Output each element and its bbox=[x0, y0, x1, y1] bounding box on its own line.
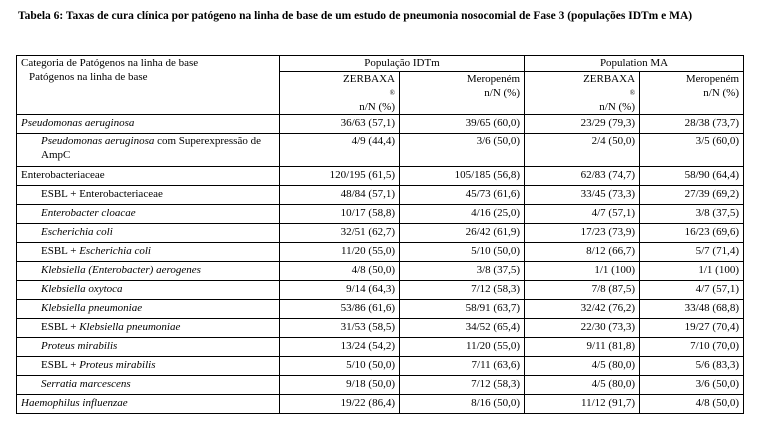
pathogen-name bbox=[17, 115, 280, 134]
table-row bbox=[17, 281, 744, 300]
table-row bbox=[17, 186, 744, 205]
nN-label: n/N (%) bbox=[703, 87, 740, 99]
table-row bbox=[17, 205, 744, 224]
table-row bbox=[17, 395, 744, 414]
ma-zerbaxa-value: 17/23 (73,9) bbox=[525, 224, 640, 243]
idtm-zerbaxa-value: 5/10 (50,0) bbox=[280, 357, 400, 376]
meropenem-label: Meropeném bbox=[685, 73, 740, 85]
table-row bbox=[17, 243, 744, 262]
idtm-zerbaxa-value: 48/84 (57,1) bbox=[280, 186, 400, 205]
pathogen-name bbox=[17, 262, 280, 281]
ma-meropenem-value: 4/7 (57,1) bbox=[640, 281, 744, 300]
idtm-zerbaxa-value: 120/195 (61,5) bbox=[280, 167, 400, 186]
ma-zerbaxa-value: 9/11 (81,8) bbox=[525, 338, 640, 357]
pathogen-name-italic: Escherichia coli bbox=[41, 226, 113, 238]
idtm-meropenem-value: 3/6 (50,0) bbox=[400, 134, 525, 167]
pathogen-name bbox=[17, 300, 280, 319]
pathogen-name-italic: Klebsiella (Enterobacter) aerogenes bbox=[41, 264, 201, 276]
pathogen-name bbox=[17, 134, 280, 167]
table-row bbox=[17, 115, 744, 134]
pathogen-name bbox=[17, 376, 280, 395]
idtm-zerbaxa-value: 9/14 (64,3) bbox=[280, 281, 400, 300]
idtm-meropenem-value: 39/65 (60,0) bbox=[400, 115, 525, 134]
idtm-zerbaxa-value: 10/17 (58,8) bbox=[280, 205, 400, 224]
nN-label: n/N (%) bbox=[484, 87, 521, 99]
pathogen-name bbox=[17, 167, 280, 186]
table-row bbox=[17, 167, 744, 186]
idtm-meropenem-value: 7/12 (58,3) bbox=[400, 281, 525, 300]
pathogen-name bbox=[17, 357, 280, 376]
registered-mark: ® bbox=[629, 89, 636, 97]
table-row bbox=[17, 357, 744, 376]
col-header-idtm-zerbaxa bbox=[280, 72, 400, 115]
ma-meropenem-value: 16/23 (69,6) bbox=[640, 224, 744, 243]
pathogen-name bbox=[17, 205, 280, 224]
pathogen-name-italic: Proteus mirabilis bbox=[79, 359, 156, 371]
idtm-zerbaxa-value: 32/51 (62,7) bbox=[280, 224, 400, 243]
pathogen-name-italic: Klebsiella pneumoniae bbox=[79, 321, 181, 333]
ma-zerbaxa-value: 23/29 (79,3) bbox=[525, 115, 640, 134]
pathogen-name-prefix: ESBL + Enterobacteriaceae bbox=[41, 188, 163, 200]
col-header-ma-zerbaxa bbox=[525, 72, 640, 115]
ma-zerbaxa-value: 1/1 (100) bbox=[525, 262, 640, 281]
idtm-zerbaxa-value: 13/24 (54,2) bbox=[280, 338, 400, 357]
pathogen-name-italic: Haemophilus influenzae bbox=[21, 397, 128, 409]
ma-meropenem-value: 4/8 (50,0) bbox=[640, 395, 744, 414]
pathogen-name-prefix: Enterobacteriaceae bbox=[21, 169, 105, 181]
ma-meropenem-value: 3/5 (60,0) bbox=[640, 134, 744, 167]
ma-meropenem-value: 7/10 (70,0) bbox=[640, 338, 744, 357]
pathogen-name-suffix: com Superexpressão de AmpC bbox=[41, 135, 261, 161]
pathogen-name-prefix: ESBL + bbox=[41, 359, 80, 371]
idtm-meropenem-value: 7/11 (63,6) bbox=[400, 357, 525, 376]
ma-meropenem-value: 27/39 (69,2) bbox=[640, 186, 744, 205]
idtm-meropenem-value: 5/10 (50,0) bbox=[400, 243, 525, 262]
meropenem-label: Meropeném bbox=[466, 73, 521, 85]
idtm-zerbaxa-value: 9/18 (50,0) bbox=[280, 376, 400, 395]
ma-zerbaxa-value: 4/7 (57,1) bbox=[525, 205, 640, 224]
idtm-meropenem-value: 7/12 (58,3) bbox=[400, 376, 525, 395]
pathogen-name bbox=[17, 186, 280, 205]
table-row bbox=[17, 134, 744, 167]
pathogen-name-prefix: ESBL + bbox=[41, 245, 80, 257]
ma-zerbaxa-value: 11/12 (91,7) bbox=[525, 395, 640, 414]
idtm-zerbaxa-value: 19/22 (86,4) bbox=[280, 395, 400, 414]
pathogen-name bbox=[17, 224, 280, 243]
pathogen-name bbox=[17, 281, 280, 300]
ma-meropenem-value: 19/27 (70,4) bbox=[640, 319, 744, 338]
ma-zerbaxa-value: 62/83 (74,7) bbox=[525, 167, 640, 186]
idtm-zerbaxa-value: 31/53 (58,5) bbox=[280, 319, 400, 338]
category-header bbox=[17, 56, 280, 115]
ma-zerbaxa-value: 32/42 (76,2) bbox=[525, 300, 640, 319]
ma-meropenem-value: 33/48 (68,8) bbox=[640, 300, 744, 319]
zerbaxa-label: ZERBAXA bbox=[583, 73, 636, 85]
idtm-zerbaxa-value: 11/20 (55,0) bbox=[280, 243, 400, 262]
nN-label: n/N (%) bbox=[359, 101, 395, 113]
pathogen-name-italic: Escherichia coli bbox=[79, 245, 151, 257]
pathogen-name bbox=[17, 338, 280, 357]
idtm-meropenem-value: 11/20 (55,0) bbox=[400, 338, 525, 357]
pathogen-name-italic: Enterobacter cloacae bbox=[41, 207, 136, 219]
pathogen-name bbox=[17, 243, 280, 262]
ma-meropenem-value: 3/6 (50,0) bbox=[640, 376, 744, 395]
table-row bbox=[17, 300, 744, 319]
ma-meropenem-value: 5/6 (83,3) bbox=[640, 357, 744, 376]
idtm-zerbaxa-value: 4/9 (44,4) bbox=[280, 134, 400, 167]
ma-meropenem-value: 1/1 (100) bbox=[640, 262, 744, 281]
table-body bbox=[17, 115, 744, 414]
ma-meropenem-value: 5/7 (71,4) bbox=[640, 243, 744, 262]
table-row bbox=[17, 376, 744, 395]
ma-zerbaxa-value: 4/5 (80,0) bbox=[525, 376, 640, 395]
table-caption: Tabela 6: Taxas de cura clínica por patógeno na linha de base de um estudo de pneumonia nosocomial de Fase 3 (populações IDTm e MA) bbox=[18, 10, 693, 22]
pathogen-name bbox=[17, 395, 280, 414]
idtm-meropenem-value: 34/52 (65,4) bbox=[400, 319, 525, 338]
pathogen-name bbox=[17, 319, 280, 338]
ma-zerbaxa-value: 8/12 (66,7) bbox=[525, 243, 640, 262]
idtm-meropenem-value: 4/16 (25,0) bbox=[400, 205, 525, 224]
table-row bbox=[17, 262, 744, 281]
col-header-ma-meropenem bbox=[640, 72, 744, 115]
group-header-ma: Population MA bbox=[525, 56, 744, 72]
idtm-meropenem-value: 26/42 (61,9) bbox=[400, 224, 525, 243]
pathogen-name-italic: Klebsiella pneumoniae bbox=[41, 302, 143, 314]
registered-mark: ® bbox=[389, 89, 395, 97]
idtm-meropenem-value: 3/8 (37,5) bbox=[400, 262, 525, 281]
ma-zerbaxa-value: 33/45 (73,3) bbox=[525, 186, 640, 205]
ma-meropenem-value: 28/38 (73,7) bbox=[640, 115, 744, 134]
pathogen-name-italic: Pseudomonas aeruginosa bbox=[41, 135, 155, 147]
ma-zerbaxa-value: 7/8 (87,5) bbox=[525, 281, 640, 300]
pathogen-name-prefix: ESBL + bbox=[41, 321, 80, 333]
idtm-zerbaxa-value: 36/63 (57,1) bbox=[280, 115, 400, 134]
nN-label: n/N (%) bbox=[599, 101, 636, 113]
idtm-meropenem-value: 8/16 (50,0) bbox=[400, 395, 525, 414]
ma-zerbaxa-value: 4/5 (80,0) bbox=[525, 357, 640, 376]
category-header-line2: Patógenos na linha de base bbox=[29, 71, 148, 83]
pathogen-name-italic: Klebsiella oxytoca bbox=[41, 283, 123, 295]
pathogen-name-italic: Pseudomonas aeruginosa bbox=[21, 117, 135, 129]
group-header-idtm: População IDTm bbox=[280, 56, 525, 72]
ma-zerbaxa-value: 2/4 (50,0) bbox=[525, 134, 640, 167]
idtm-meropenem-value: 45/73 (61,6) bbox=[400, 186, 525, 205]
table-row bbox=[17, 338, 744, 357]
pathogen-name-italic: Proteus mirabilis bbox=[41, 340, 118, 352]
idtm-meropenem-value: 105/185 (56,8) bbox=[400, 167, 525, 186]
idtm-zerbaxa-value: 4/8 (50,0) bbox=[280, 262, 400, 281]
ma-meropenem-value: 3/8 (37,5) bbox=[640, 205, 744, 224]
category-header-line1: Categoria de Patógenos na linha de base bbox=[21, 57, 199, 69]
idtm-zerbaxa-value: 53/86 (61,6) bbox=[280, 300, 400, 319]
zerbaxa-label: ZERBAXA bbox=[343, 73, 395, 85]
ma-zerbaxa-value: 22/30 (73,3) bbox=[525, 319, 640, 338]
cure-rates-table bbox=[16, 55, 744, 414]
table-row bbox=[17, 224, 744, 243]
header-row-groups bbox=[17, 56, 744, 72]
ma-meropenem-value: 58/90 (64,4) bbox=[640, 167, 744, 186]
table-row bbox=[17, 319, 744, 338]
pathogen-name-italic: Serratia marcescens bbox=[41, 378, 131, 390]
idtm-meropenem-value: 58/91 (63,7) bbox=[400, 300, 525, 319]
col-header-idtm-meropenem bbox=[400, 72, 525, 115]
